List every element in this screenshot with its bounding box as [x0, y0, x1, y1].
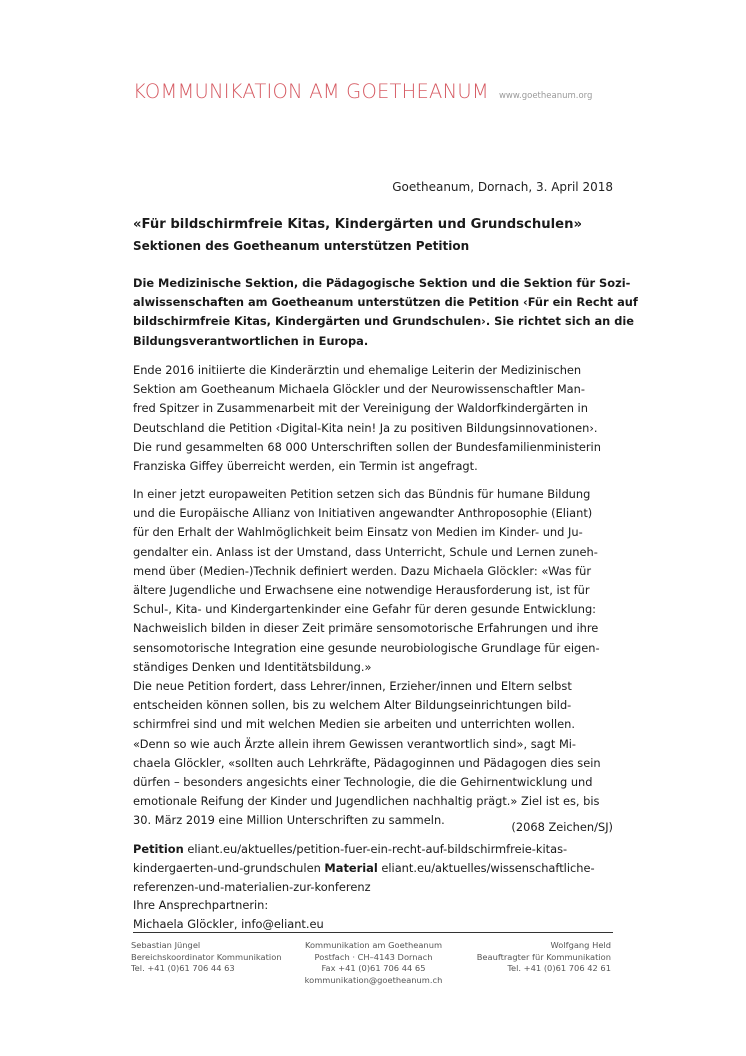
- text-line: Nachweislich bilden in dieser Zeit primäre sensomotorische Erfahrungen und ihre: [133, 621, 599, 636]
- text-line: ständiges Denken und Identitätsbildung.»: [133, 659, 372, 674]
- character-count-signature: (2068 Zeichen/SJ): [511, 820, 613, 834]
- footer-line: Tel. +41 (0)61 706 42 61: [507, 963, 611, 973]
- footer-line: Tel. +41 (0)61 706 44 63: [131, 963, 235, 973]
- material-link-continued[interactable]: referenzen-und-materialien-zur-konferenz: [133, 880, 371, 895]
- text-line: Bildungsverantwortlichen in Europa.: [133, 333, 369, 348]
- text-line: Franziska Giffey überreicht werden, ein Termin ist angefragt.: [133, 459, 478, 474]
- text-line: dürfen – besonders angesichts einer Technologie, die die Gehirnentwicklung und: [133, 775, 593, 790]
- text-line: bildschirmfreie Kitas, Kindergärten und Grundschulen›. Sie richtet sich an die: [133, 314, 634, 329]
- text-line: emotionale Reifung der Kinder und Jugendlichen nachhaltig prägt.» Ziel ist es, bis: [133, 794, 600, 809]
- footer-line: Sebastian Jüngel: [131, 940, 201, 950]
- text-line: gendalter ein. Anlass ist der Umstand, dass Unterricht, Schule und Lernen zuneh-: [133, 544, 598, 559]
- text-line: [133, 859, 613, 878]
- text-line: und die Europäische Allianz von Initiativen angewandter Anthroposophie (Eliant): [133, 506, 593, 521]
- links-block: [133, 840, 613, 898]
- text-line: chaela Glöckler, «sollten auch Lehrkräfte, Pädagoginnen und Pädagogen dies sein: [133, 755, 601, 770]
- text-line: Sektion am Goetheanum Michaela Glöckler und der Neurowissenschaftler Man-: [133, 382, 585, 397]
- petition-link[interactable]: eliant.eu/aktuelles/petition-fuer-ein-recht-auf-bildschirmfreie-kitas-: [187, 842, 568, 856]
- lead-paragraph: [133, 274, 638, 351]
- dateline: Goetheanum, Dornach, 3. April 2018: [392, 180, 613, 194]
- footer-divider: [133, 932, 613, 933]
- text-line: für den Erhalt der Wahlmöglichkeit beim Einsatz von Medien im Kinder- und Ju-: [133, 525, 583, 540]
- footer-line: Beauftragter für Kommunikation: [476, 951, 611, 962]
- footer-line: Postfach · CH–4143 Dornach: [314, 951, 433, 962]
- body-paragraph-3: [133, 677, 613, 831]
- material-link[interactable]: eliant.eu/aktuelles/wissenschaftliche-: [381, 861, 595, 876]
- text-line: schirmfrei sind und mit welchen Medien sie arbeiten und unterrichten wollen.: [133, 717, 575, 732]
- letterhead: [133, 80, 592, 103]
- website-link[interactable]: www.goetheanum.org: [498, 91, 593, 101]
- contact-person[interactable]: Michaela Glöckler, info@eliant.eu: [133, 917, 324, 932]
- text-line: mend über (Medien-)Technik definiert werden. Dazu Michaela Glöckler: «Was für: [133, 563, 592, 578]
- footer-left: [131, 940, 282, 975]
- body-paragraph-1: [133, 361, 613, 476]
- document-title: «Für bildschirmfreie Kitas, Kindergärten und Grundschulen»: [133, 217, 582, 232]
- footer-line: Wolfgang Held: [550, 940, 611, 950]
- contact-block: [133, 896, 613, 934]
- text-line: Die neue Petition fordert, dass Lehrer/innen, Erzieher/innen und Eltern selbst: [133, 679, 572, 693]
- footer-line: Fax +41 (0)61 706 44 65: [321, 963, 426, 973]
- text-line: Die Medizinische Sektion, die Pädagogische Sektion und die Sektion für Sozi-: [133, 276, 631, 290]
- text-line: Deutschland die Petition ‹Digital-Kita nein! Ja zu positiven Bildungsinnovationen›.: [133, 420, 598, 435]
- brand-title: KOMMUNIKATION AM GOETHEANUM: [133, 80, 489, 103]
- petition-label: Petition: [133, 842, 184, 856]
- document-subtitle: Sektionen des Goetheanum unterstützen Petition: [133, 239, 470, 253]
- text-line: entscheiden können sollen, bis zu welchem Alter Bildungseinrichtungen bild-: [133, 698, 572, 713]
- text-line: «Denn so wie auch Ärzte allein ihrem Gewissen verantwortlich sind», sagt Mi-: [133, 736, 577, 751]
- footer-line: Bereichskoordinator Kommunikation: [131, 951, 282, 962]
- contact-label: Ihre Ansprechpartnerin:: [133, 898, 269, 912]
- text-line: [133, 878, 613, 897]
- body-paragraph-2: [133, 485, 613, 677]
- footer-email-link[interactable]: kommunikation@goetheanum.ch: [304, 974, 443, 985]
- material-label: Material: [324, 861, 378, 876]
- text-line: [133, 840, 613, 859]
- text-line: Schul-, Kita- und Kindergartenkinder eine Gefahr für deren gesunde Entwicklung:: [133, 602, 597, 617]
- text-line: fred Spitzer in Zusammenarbeit mit der Vereinigung der Waldorfkindergärten in: [133, 401, 588, 416]
- footer-line: Kommunikation am Goetheanum: [304, 940, 443, 950]
- footer-right: [477, 940, 611, 975]
- footer-center: [296, 940, 451, 986]
- text-line: Ende 2016 initiierte die Kinderärztin und ehemalige Leiterin der Medizinischen: [133, 363, 582, 377]
- text-line: alwissenschaften am Goetheanum unterstützen die Petition ‹Für ein Recht auf: [133, 295, 638, 310]
- text-line: sensomotorische Integration eine gesunde neurobiologische Grundlage für eigen-: [133, 640, 600, 655]
- text-line: 30. März 2019 eine Million Unterschriften zu sammeln.: [133, 813, 445, 828]
- petition-link-continued[interactable]: kindergaerten-und-grundschulen: [133, 861, 321, 876]
- text-line: Die rund gesammelten 68 000 Unterschriften sollen der Bundesfamilienministerin: [133, 439, 601, 454]
- text-line: In einer jetzt europaweiten Petition setzen sich das Bündnis für humane Bildung: [133, 487, 591, 501]
- text-line: ältere Jugendliche und Erwachsene eine notwendige Herausforderung ist, ist für: [133, 583, 590, 598]
